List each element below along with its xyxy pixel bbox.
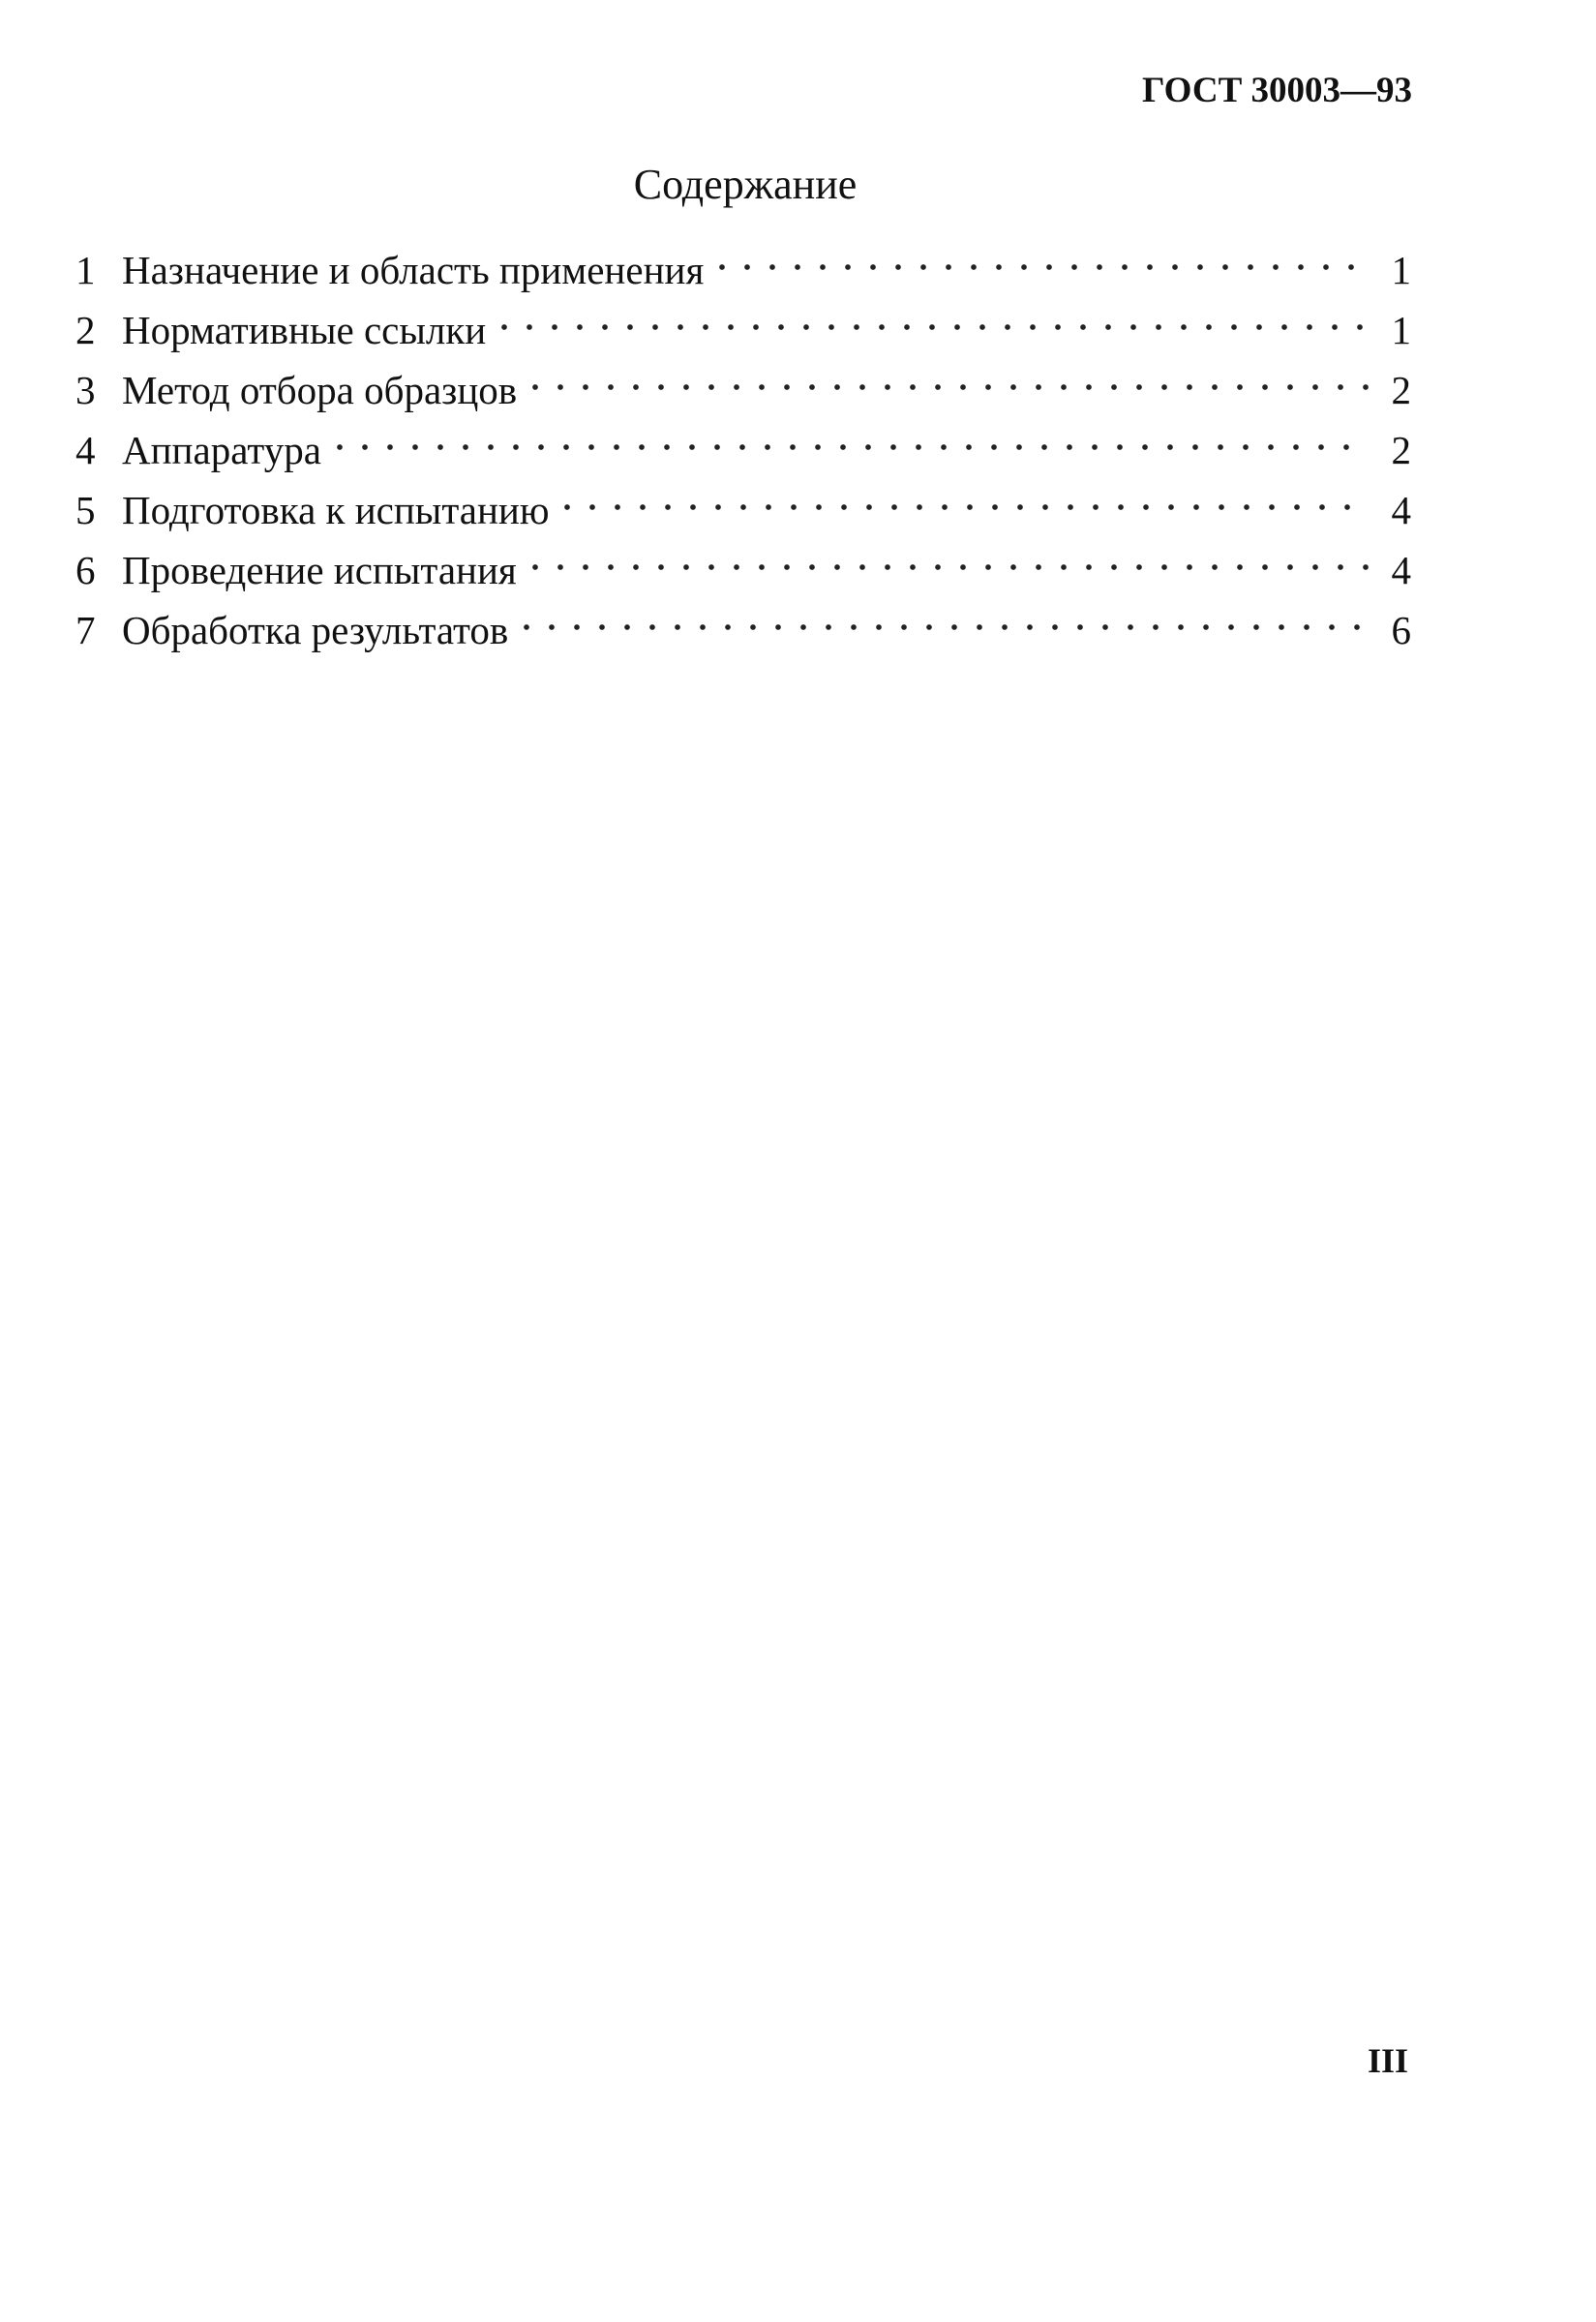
toc-entry-page: 1 <box>1391 308 1411 352</box>
toc-entry-page: 4 <box>1391 488 1411 532</box>
table-of-contents <box>75 247 1411 667</box>
toc-entry[interactable] <box>75 427 1411 487</box>
toc-entry-number: 5 <box>75 488 96 532</box>
toc-entry-page: 2 <box>1391 368 1411 412</box>
toc-entry-label: Метод отбора образцов <box>122 368 518 412</box>
toc-entry-number: 7 <box>75 608 96 652</box>
toc-entry-number: 3 <box>75 368 96 412</box>
toc-entry[interactable] <box>75 547 1411 607</box>
toc-entry-number: 2 <box>75 308 96 352</box>
toc-entry-label: Проведение испытания <box>122 548 517 592</box>
toc-entry-label: Назначение и область применения <box>122 248 705 292</box>
document-code: ГОСТ 30003—93 <box>1142 71 1412 110</box>
dot-leader <box>514 623 1369 636</box>
toc-entry-page: 6 <box>1391 608 1411 652</box>
dot-leader <box>523 563 1369 576</box>
toc-entry-number: 6 <box>75 548 96 592</box>
toc-entry-number: 1 <box>75 248 96 292</box>
page-number: III <box>1367 2041 1408 2080</box>
dot-leader <box>523 383 1369 396</box>
toc-entry-label: Подготовка к испытанию <box>122 488 550 532</box>
toc-entry-page: 1 <box>1391 248 1411 292</box>
toc-entry[interactable] <box>75 247 1411 307</box>
toc-entry[interactable] <box>75 607 1411 667</box>
dot-leader <box>555 503 1369 516</box>
toc-title: Содержание <box>633 161 858 208</box>
toc-entry[interactable] <box>75 487 1411 547</box>
toc-entry-page: 2 <box>1391 428 1411 472</box>
toc-entry[interactable] <box>75 307 1411 367</box>
toc-entry-page: 4 <box>1391 548 1411 592</box>
toc-entry-label: Аппаратура <box>122 428 321 472</box>
dot-leader <box>327 443 1369 456</box>
dot-leader <box>492 323 1369 336</box>
toc-entry[interactable] <box>75 367 1411 427</box>
toc-entry-label: Нормативные ссылки <box>122 308 487 352</box>
dot-leader <box>709 263 1369 276</box>
toc-entry-number: 4 <box>75 428 96 472</box>
toc-entry-label: Обработка результатов <box>122 608 509 652</box>
